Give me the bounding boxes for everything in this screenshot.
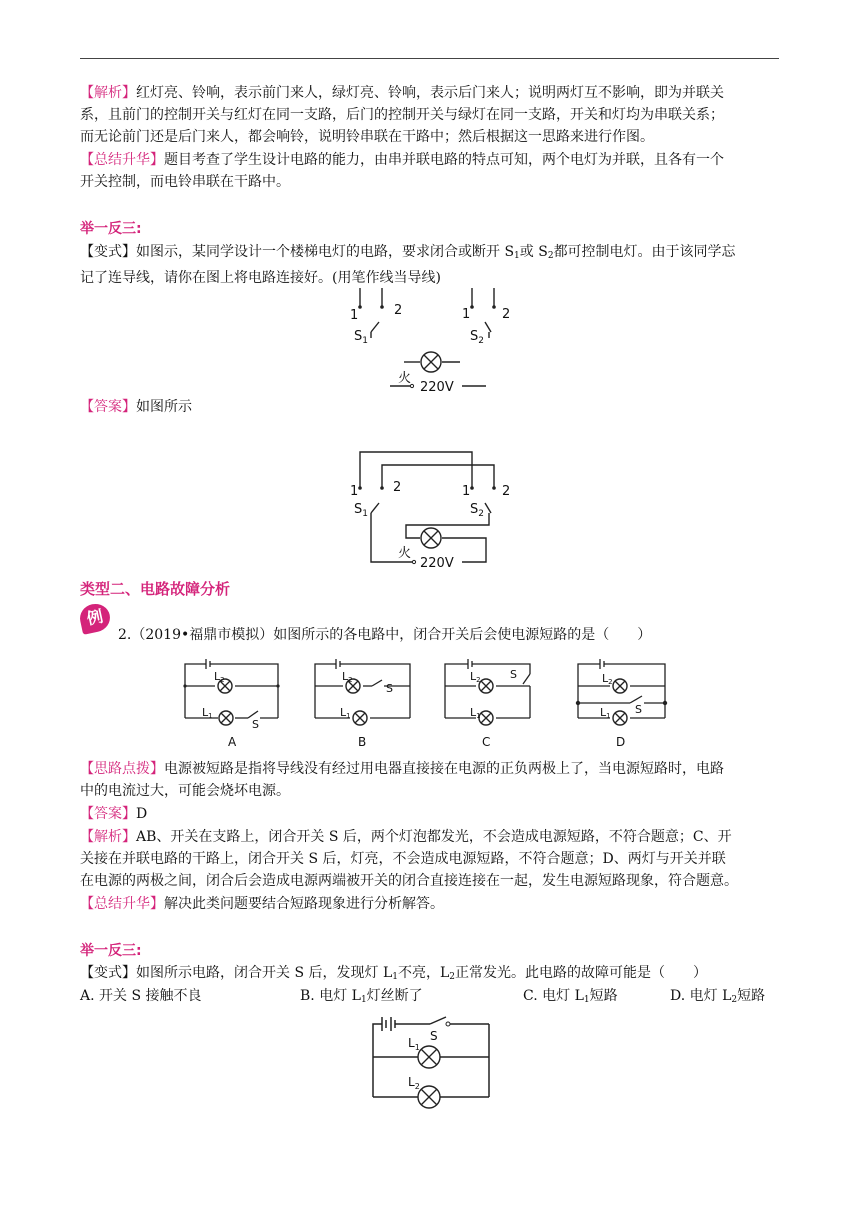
hint-tag: 【思路点拨】	[80, 761, 164, 777]
variant-text-c: 都可控制电灯。由于该同学忘	[553, 244, 736, 260]
opt-b-l2: L2	[342, 670, 353, 684]
fig1-switch-s1: $S_1$	[354, 329, 368, 346]
question-2: 2.（2019•福鼎市模拟）如图所示的各电路中，闭合开关后会使电源短路的是（ ）	[118, 627, 652, 643]
summary-2	[80, 893, 780, 915]
fig2-switch-s1: $S_1$	[354, 502, 368, 519]
fig1-switch-s2: $S_2$	[470, 329, 484, 346]
analysis-paragraph	[80, 82, 780, 148]
fig2-switch-s2: $S_2$	[470, 502, 484, 519]
lamp-icon	[418, 1046, 440, 1108]
summary-2-tag: 【总结升华】	[80, 896, 164, 912]
variant-2-tag: 【变式】	[80, 965, 136, 981]
option-d[interactable]: D. 电灯 $L_2$短路	[670, 988, 766, 1005]
analysis-2-line-2: 关接在并联电路的干路上，闭合开关 S 后，灯亮，不会造成电源短路，不符合题意；D、两灯与开关并联	[80, 851, 726, 867]
variant-2-text-b: 不亮，L	[397, 965, 450, 981]
answer-2	[80, 803, 780, 825]
hint-line-2: 中的电流过大，可能会烧坏电源。	[80, 783, 290, 799]
hint-paragraph	[80, 758, 780, 802]
fig2-fire-label: 火	[398, 546, 412, 561]
variant-sub-1: 1	[514, 251, 520, 261]
fault-fig-l2: $L_2$	[408, 1075, 420, 1091]
variant-line-2: 记了连导线，请你在图上将电路连接好。(用笔作线当导线)	[80, 270, 441, 286]
variant-2-text-c: 正常发光。此电路的故障可能是（ ）	[455, 965, 708, 981]
opt-c-l2: L2	[470, 670, 481, 684]
answer-2-text: D	[136, 806, 148, 822]
opt-a-l1: L1	[202, 706, 213, 720]
analysis-2-tag: 【解析】	[80, 829, 136, 845]
fig1-terminal-1: 1	[350, 308, 359, 323]
variant-tag: 【变式】	[80, 244, 136, 260]
example-badge: 例	[77, 601, 112, 635]
analysis-2-paragraph	[80, 826, 780, 892]
opt-a-switch: S	[252, 718, 259, 731]
opt-a-l2: L2	[214, 670, 225, 684]
opt-b-label: B	[358, 735, 367, 749]
header-rule	[80, 58, 779, 59]
summary-line-2: 开关控制，而电铃串联在干路中。	[80, 174, 290, 190]
option-circuits-figure	[180, 656, 670, 752]
opt-b-switch: S	[386, 682, 393, 695]
fault-fig-switch: S	[430, 1029, 438, 1043]
lamp-icon	[421, 352, 441, 372]
summary-line-1: 题目考查了学生设计电路的能力，由串并联电路的特点可知，两个电灯为并联，且各有一个	[164, 152, 724, 168]
analysis-tag: 【解析】	[80, 85, 136, 101]
hint-line-1: 电源被短路是指将导线没有经过用电器直接接在电源的正负两极上了，当电源短路时，电路	[164, 761, 724, 777]
fig1-terminal-2: 2	[394, 303, 403, 318]
summary-tag: 【总结升华】	[80, 152, 164, 168]
fig1-fire-label: 火	[398, 371, 412, 386]
analysis-2-line-1: AB、开关在支路上，闭合开关 S 后，两个灯泡都发光，不会造成电源短路，不符合题意；C、开	[136, 829, 732, 845]
opt-c-switch: S	[510, 668, 517, 681]
answer-1-text: 如图所示	[136, 399, 192, 415]
lamp-icon	[421, 528, 441, 548]
opt-c-l1: L1	[470, 706, 481, 720]
analysis-2-line-3: 在电源的两极之间，闭合后会造成电源两端被开关的闭合直接连接在一起，发生电源短路现象，符合题意。	[80, 873, 738, 889]
answer-2-tag: 【答案】	[80, 806, 136, 822]
option-b[interactable]: B. 电灯 $L_1$灯丝断了	[300, 988, 423, 1005]
answer-tag: 【答案】	[80, 399, 136, 415]
fig1-voltage-label: 220V	[420, 380, 454, 395]
variant-2-text-a: 如图所示电路，闭合开关 S 后，发现灯 L	[136, 965, 393, 981]
fig1-terminal-2b: 2	[502, 307, 511, 322]
option-c[interactable]: C. 电灯 $L_1$短路	[523, 988, 618, 1005]
opt-a-label: A	[228, 735, 237, 749]
variant-2-sub-1: 1	[392, 972, 398, 982]
variant-2-sub-2: 2	[449, 972, 456, 982]
staircase-circuit-answer-figure	[340, 447, 530, 575]
analysis-line-1: 红灯亮、铃响，表示前门来人，绿灯亮、铃响，表示后门来人；说明两灯互不影响，即为并联关	[136, 85, 724, 101]
fig2-terminal-2: 2	[393, 480, 402, 495]
analysis-line-2: 系，且前门的控制开关与红灯在同一支路，后门的控制开关与绿灯在同一支路，开关和灯均为串联关系；	[80, 107, 724, 123]
staircase-circuit-figure	[340, 282, 530, 394]
fig2-terminal-2b: 2	[502, 484, 511, 499]
summary-paragraph	[80, 149, 780, 193]
practice-heading-1: 举一反三:	[80, 221, 142, 237]
fig2-terminal-1b: 1	[462, 484, 471, 499]
fig1-terminal-1b: 1	[462, 307, 471, 322]
opt-d-l2: L2	[602, 672, 613, 686]
fault-fig-l1: $L_1$	[408, 1036, 420, 1052]
variant-sub-2: 2	[547, 251, 554, 261]
option-a[interactable]: A. 开关 S 接触不良	[80, 988, 202, 1004]
fig2-voltage-label: 220V	[420, 556, 454, 571]
section-heading-type2: 类型二、电路故障分析	[80, 580, 231, 598]
opt-d-switch: S	[635, 703, 642, 716]
opt-c-label: C	[482, 735, 491, 749]
analysis-line-3: 而无论前门还是后门来人，都会响铃，说明铃串联在干路中；然后根据这一思路来进行作图。	[80, 129, 654, 145]
fault-circuit-figure	[368, 1012, 498, 1107]
opt-b-l1: L1	[340, 706, 351, 720]
opt-d-label: D	[616, 735, 626, 749]
practice-heading-2: 举一反三:	[80, 943, 142, 959]
answer-1	[80, 396, 780, 418]
variant-text-a: 如图示，某同学设计一个楼梯电灯的电路，要求闭合或断开 S	[136, 244, 515, 260]
opt-d-l1: L1	[600, 706, 611, 720]
summary-2-text: 解决此类问题要结合短路现象进行分析解答。	[164, 896, 444, 912]
variant-text-b: 或 S	[519, 244, 548, 260]
fig2-terminal-1: 1	[350, 484, 359, 499]
